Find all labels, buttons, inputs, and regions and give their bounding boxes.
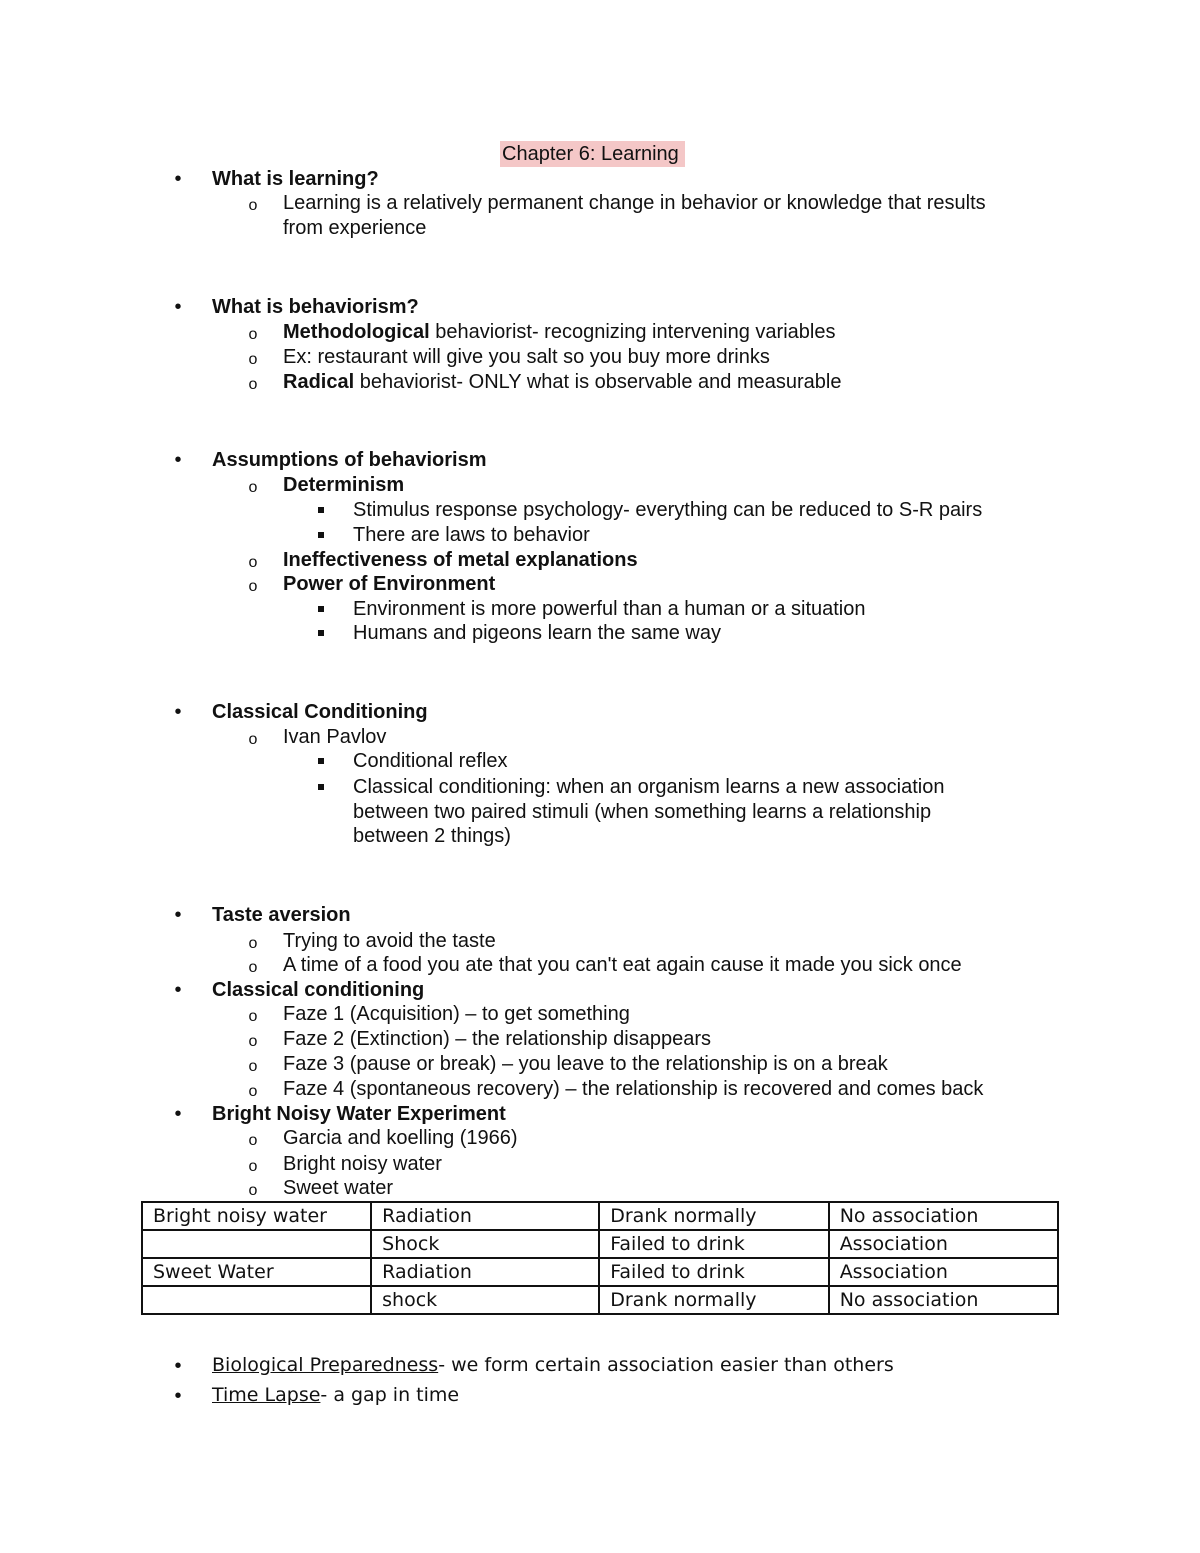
time-lapse-item [212,1383,459,1408]
table-cell: Association [829,1230,1058,1258]
table-row [142,1258,1058,1286]
table-row [142,1202,1058,1230]
assumption-ineffectiveness: Ineffectiveness of metal explanations [283,549,638,571]
phase-2: Faze 2 (Extinction) – the relationship disappears [283,1028,712,1050]
table-cell: Radiation [371,1258,599,1286]
radical-definition: behaviorist- ONLY what is observable and measurable [354,371,842,393]
time-lapse-definition: - a gap in time [320,1384,460,1406]
bullet-marker: • [174,1385,182,1407]
pavlov-point-1: Conditional reflex [353,750,508,772]
methodological-definition: behaviorist- recognizing intervening variables [429,321,836,343]
square-bullet-icon [318,630,324,636]
sub-bullet-marker: o [248,376,258,393]
page-title: Chapter 6: Learning [500,141,685,167]
bullet-marker: • [174,1103,182,1125]
sub-bullet-marker: o [248,197,258,214]
heading-taste-aversion: Taste aversion [212,904,351,926]
bright-point-1: Garcia and koelling (1966) [283,1127,518,1149]
behaviorism-example: Ex: restaurant will give you salt so you buy more drinks [283,346,770,368]
heading-classical-conditioning-phases: Classical conditioning [212,979,425,1001]
sub-bullet-marker: o [248,935,258,952]
sub-bullet-marker: o [248,731,258,748]
table-cell: Drank normally [599,1286,828,1314]
table-cell: No association [829,1286,1058,1314]
sub-bullet-marker: o [248,1083,258,1100]
phase-4: Faze 4 (spontaneous recovery) – the relationship is recovered and comes back [283,1078,984,1100]
table-cell: Failed to drink [599,1258,828,1286]
heading-classical-conditioning: Classical Conditioning [212,701,428,723]
learning-definition-line1: Learning is a relatively permanent change in behavior or knowledge that results [283,192,986,214]
pavlov-point-2-line3: between 2 things) [353,825,511,847]
table-cell: Drank normally [599,1202,828,1230]
behaviorism-methodological [283,320,835,345]
assumption-power-of-environment: Power of Environment [283,573,496,595]
heading-assumptions: Assumptions of behaviorism [212,449,487,471]
sub-bullet-marker: o [248,479,258,496]
table-cell [142,1230,371,1258]
phase-3: Faze 3 (pause or break) – you leave to the relationship is on a break [283,1053,888,1075]
bullet-marker: • [174,449,182,471]
heading-what-is-learning: What is learning? [212,168,379,190]
square-bullet-icon [318,758,324,764]
sub-bullet-marker: o [248,1132,258,1149]
heading-bright-noisy-water: Bright Noisy Water Experiment [212,1103,506,1125]
bullet-marker: • [174,904,182,926]
table-cell: Sweet Water [142,1258,371,1286]
taste-point-1: Trying to avoid the taste [283,930,496,952]
behaviorism-radical [283,370,841,395]
table-cell: shock [371,1286,599,1314]
square-bullet-icon [318,784,324,790]
bullet-marker: • [174,1355,182,1377]
heading-what-is-behaviorism: What is behaviorism? [212,296,419,318]
bullet-marker: • [174,701,182,723]
bullet-marker: • [174,979,182,1001]
determinism-point-2: There are laws to behavior [353,524,590,546]
term-methodological: Methodological [283,321,430,343]
table-cell: Failed to drink [599,1230,828,1258]
sub-bullet-marker: o [248,1158,258,1175]
table-cell: Bright noisy water [142,1202,371,1230]
term-time-lapse: Time Lapse [212,1384,321,1406]
phase-1: Faze 1 (Acquisition) – to get something [283,1003,630,1025]
sub-bullet-marker: o [248,1058,258,1075]
table-cell: Shock [371,1230,599,1258]
taste-point-2: A time of a food you ate that you can't eat again cause it made you sick once [283,954,962,976]
term-radical: Radical [283,371,355,393]
power-point-1: Environment is more powerful than a human or a situation [353,598,866,620]
ivan-pavlov: Ivan Pavlov [283,726,387,748]
assumption-determinism: Determinism [283,474,405,496]
term-biological-preparedness: Biological Preparedness [212,1354,439,1376]
sub-bullet-marker: o [248,351,258,368]
table-cell: No association [829,1202,1058,1230]
pavlov-point-2-line1: Classical conditioning: when an organism learns a new association [353,776,945,798]
sub-bullet-marker: o [248,1182,258,1199]
experiment-table [141,1201,1059,1315]
sub-bullet-marker: o [248,554,258,571]
table-row [142,1286,1058,1314]
biological-preparedness-item [212,1353,894,1378]
learning-definition-line2: from experience [283,217,427,239]
square-bullet-icon [318,507,324,513]
bright-point-3: Sweet water [283,1177,394,1199]
sub-bullet-marker: o [248,959,258,976]
bullet-marker: • [174,296,182,318]
table-cell: Association [829,1258,1058,1286]
pavlov-point-2-line2: between two paired stimuli (when something learns a relationship [353,801,932,823]
sub-bullet-marker: o [248,326,258,343]
biological-preparedness-definition: - we form certain association easier than others [438,1354,894,1376]
bullet-marker: • [174,168,182,190]
table-cell: Radiation [371,1202,599,1230]
sub-bullet-marker: o [248,1033,258,1050]
power-point-2: Humans and pigeons learn the same way [353,622,721,644]
square-bullet-icon [318,532,324,538]
square-bullet-icon [318,606,324,612]
table-row [142,1230,1058,1258]
sub-bullet-marker: o [248,578,258,595]
bright-point-2: Bright noisy water [283,1153,442,1175]
determinism-point-1: Stimulus response psychology- everything can be reduced to S-R pairs [353,499,983,521]
table-cell [142,1286,371,1314]
sub-bullet-marker: o [248,1008,258,1025]
